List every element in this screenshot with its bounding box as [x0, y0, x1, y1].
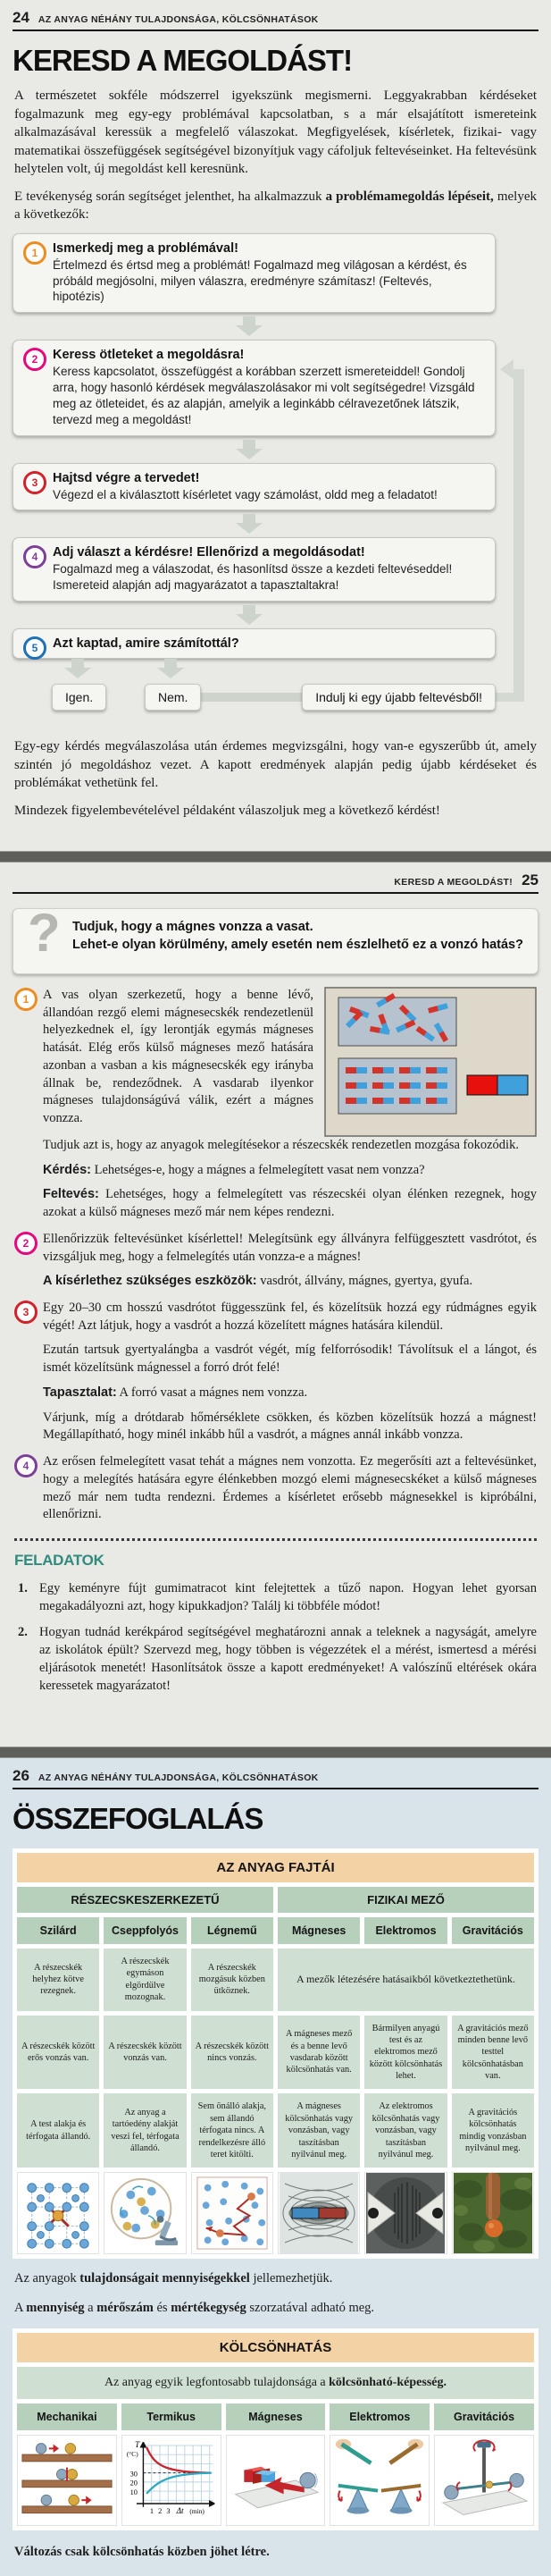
svg-text:(min): (min) [189, 2507, 205, 2516]
step-2-text: Ellenőrizzük feltevésünket kísérlettel! Melegítsünk egy állványra felfüggesztett vasdrótot, és vizsgáljuk meg, hogy a felmelegítés után vonzza-e a mágnes! [43, 1231, 537, 1264]
charged-rods-experiment-illustration [330, 2435, 430, 2526]
table-cell: Az anyag a tartóedény alakját veszi fel, térfogata állandó. [104, 2093, 186, 2168]
step-2-badge: 2 [23, 348, 46, 371]
step-4-body: Fogalmazd meg a válaszodat, és hasonlítsd össze a kezdeti feltevéseddel! Ismereteid alapján adj magyarázatot a tapasztaltakra! [53, 562, 453, 593]
step-3-paragraph-1: Egy 20–30 cm hosszú vasdrótot függesszünk fel, és közelítsük hozzá egy rúdmágnes egyik végét! Azt látjuk, hogy a vasdrót a hozzá közelített mágnes hatására kilendül. [43, 1301, 537, 1333]
col-mechanical: Mechanikai [17, 2403, 117, 2430]
page24-chapter-title: AZ ANYAG NÉHÁNY TULAJDONSÁGA, KÖLCSÖNHATÁSOK [38, 14, 319, 25]
svg-text:10: 10 [129, 2488, 138, 2497]
solution-step-2 [14, 1231, 537, 1291]
flow-step-3 [13, 463, 496, 511]
question-mark-icon: ? [28, 903, 61, 963]
svg-text:T: T [134, 2441, 139, 2451]
page25-running-header [13, 871, 538, 894]
outro-paragraph-2: Mindezek figyelembevételével példaként válaszoljuk meg a következő kérdést! [14, 803, 440, 818]
tapasztalat-line: Tapasztalat: A forró vasat a mágnes nem vonzza. [43, 1385, 308, 1400]
kerdes-line: Kérdés: Lehetséges-e, hogy a mágnes a felmelegített vasat nem vonzza? [43, 1162, 425, 1177]
col-gravitational: Gravitációs [452, 1917, 534, 1944]
problem-solving-flowchart [13, 233, 538, 723]
step-5-title: Azt kaptad, amire számítottál? [53, 636, 239, 651]
magnet-attracting-ball-illustration [226, 2435, 326, 2526]
page26-running-header [13, 1767, 538, 1789]
task-2-text: Hogyan tudnád kerékpárod segítségével meghatározni annak a teleknek a nagyságát, amelyre az iskolátok épült? Szervezd meg, hogy többen is végezzétek el a mérést, ismertesd a mérési eljárásotok menetét! Hasonlítsátok össze a kapott eredményeket! A valószínű eltérések okára keressetek magyarázatot! [39, 1625, 537, 1693]
svg-text:2: 2 [157, 2507, 163, 2516]
table-cell: Az elektromos kölcsönhatás vagy vonzásban, vagy taszításban nyilvánul meg. [364, 2093, 447, 2168]
page26-title: ÖSSZEFOGLALÁS [13, 1802, 263, 1835]
col-solid: Szilárd [17, 1917, 99, 1944]
question-box [13, 903, 538, 974]
gravity-fruit-photo [452, 2172, 534, 2254]
flow-step-5 [13, 628, 496, 659]
step-1-title: Ismerkedj meg a problémával! [53, 240, 238, 256]
page24-running-header [13, 9, 538, 31]
summary-line-1: Az anyagok tulajdonságait mennyiségekkel jellemezhetjük. [14, 2271, 333, 2286]
task-1-text: Egy keményre fújt gumimatracot kint felejtettek a tűző napon. Hogyan lehet gyorsan megakadályozni azt, hogy kipukkadjon? Találj ki többféle módot! [39, 1580, 537, 1613]
feedback-loop-line [513, 369, 524, 695]
svg-text:Δt: Δt [176, 2507, 184, 2517]
page25-header-title: KERESD A MEGOLDÁST! [394, 877, 513, 888]
outro-paragraph-1: Egy-egy kérdés megválaszolása után érdemes megvizsgálni, hogy van-e egyszerűbb út, amely szintén jó megoldáshoz vezet. A kapott eredmények alapján pedig újabb kérdéseket és problémákat vethetünk fel. [14, 738, 537, 791]
step-4-badge: 4 [23, 545, 46, 568]
interaction-subtitle: Az anyag egyik legfontosabb tulajdonsága a kölcsönható-képesség. [17, 2367, 534, 2399]
task-1 [18, 1580, 537, 1615]
flow-answers-row [13, 659, 496, 723]
table-cell: A mezők létezésére hatásaikból következtethetünk. [278, 1949, 534, 2011]
dotted-divider [14, 1538, 537, 1541]
col-gravitational-interaction: Gravitációs [434, 2403, 534, 2430]
feedback-loop-arrowhead-icon [500, 359, 513, 379]
feladatok-heading: FELADATOK [14, 1551, 104, 1569]
crystal-lattice-illustration [17, 2172, 99, 2254]
feltevs-line: Feltevés: Lehetséges, hogy a felmelegített vas részecskéi olyan élénken rezegnek, hogy azokat a külső mágneses mező már nem képes rendezni. [43, 1187, 537, 1220]
page26-chapter-title: AZ ANYAG NÉHÁNY TULAJDONSÁGA, KÖLCSÖNHATÁSOK [38, 1772, 319, 1783]
step-2-badge: 2 [14, 1232, 38, 1255]
eszkozok-line: A kísérlethez szükséges eszközök: vasdrót, állvány, mágnes, gyertya, gyufa. [43, 1274, 473, 1289]
solution-step-4 [14, 1453, 537, 1524]
step-2-title: Keress ötleteket a megoldásra! [53, 348, 245, 363]
solution-step-3 [14, 1300, 537, 1444]
table-cell: A gravitációs mező minden benne levő testtel kölcsönhatásban van. [452, 2016, 534, 2090]
liquid-particles-illustration [104, 2172, 186, 2254]
step-1-badge: 1 [14, 988, 38, 1011]
col-electric: Elektromos [364, 1917, 447, 1944]
step-3-body: Végezd el a kiválasztott kísérletet vagy számolást, oldd meg a feladatot! [53, 487, 438, 501]
down-arrow-icon [236, 605, 263, 625]
table-cell: Bármilyen anyagú test és az elektromos mező között kölcsönhatás lehet. [364, 2016, 447, 2090]
svg-text:(°C): (°C) [126, 2450, 138, 2459]
table-cell: A részecskék helyhez kötve rezegnek. [17, 1949, 99, 2011]
question-line-2: Lehet-e olyan körülmény, amely esetén nem észlelhető ez a vonzó hatás? [72, 938, 523, 953]
table-cell: A részecskék között erős vonzás van. [17, 2016, 99, 2090]
col-liquid: Cseppfolyós [104, 1917, 186, 1944]
gravity-twist-balance-illustration [434, 2435, 534, 2526]
intro-paragraph-1: A természetet sokféle módszerrel igyekszünk megismerni. Leggyakrabban kérdéseket fogalmazunk meg egy-egy problémával kapcsolatban, s a már elsajátított ismereteink alkalmazásával keressük a megfelelő válaszokat. Megfigyelések, kísérletek, fizikai- vagy matematikai összefüggések segítségével bizonyítjuk vagy cáfoljuk feltevéseinket. Ha feltevésünk helytelen volt, új megoldást kell keresnünk. [14, 88, 537, 177]
table-cell: A részecskék mozgásuk közben ütköznek. [191, 1949, 273, 2011]
down-arrow-icon [236, 514, 263, 534]
intro-paragraph-2: E tevékenység során segítséget jelenthet, ha alkalmazzuk a problémamegoldás lépéseit, melyek a következők: [14, 189, 538, 223]
svg-text:3: 3 [166, 2507, 171, 2516]
matter-types-table [13, 1848, 538, 2259]
page26-number: 26 [13, 1767, 29, 1784]
col-gas: Légnemű [191, 1917, 273, 1944]
group-physical-field: FIZIKAI MEZŐ [278, 1887, 534, 1913]
table-cell: Sem önálló alakja, sem állandó térfogata nincs. A rendelkezésre álló teret kitölti. [191, 2093, 273, 2168]
table-cell: A részecskék között vonzás van. [104, 2016, 186, 2090]
svg-text:20: 20 [129, 2479, 138, 2488]
col-thermal: Termikus [121, 2403, 221, 2430]
step-3-badge: 3 [14, 1301, 38, 1324]
page-25 [0, 863, 551, 1747]
table-cell: A gravitációs kölcsönhatás mindig vonzásban nyilvánul meg. [452, 2093, 534, 2168]
task-2 [18, 1624, 537, 1695]
step-3-title: Hajtsd végre a tervedet! [53, 470, 200, 485]
step-3-paragraph-3: Várjunk, míg a drótdarab hőmérséklete csökken, és közben közelítsük hozzá a mágnest! Megállapítható, hogy minél inkább hűl a vasdrót, a mágnes annál inkább vonzza. [43, 1410, 537, 1443]
step-3-badge: 3 [23, 471, 46, 494]
step-1-text-2: Tudjuk azt is, hogy az anyagok melegítésekor a részecskék rendezetlen mozgása fokozódik. [43, 1138, 519, 1152]
flow-step-1 [13, 233, 496, 313]
answer-loop-box: Indulj ki egy újabb feltevésből! [302, 684, 496, 711]
page-separator [0, 851, 551, 863]
question-line-1: Tudjuk, hogy a mágnes vonzza a vasat. [72, 920, 313, 934]
page25-number: 25 [522, 871, 538, 888]
temperature-time-graph [121, 2435, 221, 2526]
gas-particles-illustration [191, 2172, 273, 2254]
page24-title: KERESD A MEGOLDÁST! [13, 44, 353, 77]
table-cell: A mágneses kölcsönhatás vagy vonzásban, vagy taszításban nyilvánul meg. [278, 2093, 360, 2168]
down-arrow-icon [64, 659, 91, 678]
svg-text:30: 30 [129, 2470, 138, 2479]
col-electric-interaction: Elektromos [330, 2403, 430, 2430]
down-arrow-icon [236, 316, 263, 336]
interaction-table [13, 2328, 538, 2530]
closing-statement: Változás csak kölcsönhatás közben jöhet létre. [14, 2545, 270, 2560]
flow-step-4 [13, 537, 496, 602]
down-arrow-icon [157, 659, 184, 678]
step-1-body: Értelmezd és értsd meg a problémát! Fogalmazd meg világosan a kérdést, és próbáld megjósolni, milyen válaszra, eredményre számítasz! (Feltevés, hipotézis) [53, 257, 467, 304]
step-4-text: Az erősen felmelegített vasat tehát a mágnes nem vonzotta. Ez megerősíti azt a feltevésünket, hogy a melegítés hatására egyre élénkebben mozgó elemi mágnesecskéket a külső mágneses mező már nem tudta rendezni. Érdemes a kísérletet erősebb mágnesekkel is kipróbálni, ellenőrizni. [43, 1454, 537, 1522]
matter-table-title: AZ ANYAG FAJTÁI [17, 1853, 534, 1882]
step-1-text: A vas olyan szerkezetű, hogy a benne lévő, állandóan rezgő elemi mágnesecskék rendezetlenül helyezkednek el, így lerontják egymás mágneses hatását. Elég erős külső mágneses mező hatására azonban a vasban a kis mágnesecskék egy irányba állnak be, rendeződnek. A vasdarab ilyenkor mágneses tulajdonságúvá válik, ezért a mágnes vonzza. [43, 988, 313, 1126]
mechanical-interaction-illustration [17, 2435, 117, 2526]
page-24 [0, 0, 551, 851]
group-particle-structure: RÉSZECSKESZERKEZETŰ [17, 1887, 273, 1913]
bar-magnet [467, 1075, 528, 1095]
step-3-paragraph-2: Ezután tartsuk gyertyalángba a vasdrót végét, míg felforrósodik! Távolítsuk el a lángot, és ismét közelítsünk mágnessel a forró drót felé! [43, 1343, 537, 1376]
electric-field-photo [364, 2172, 447, 2254]
svg-text:1: 1 [149, 2507, 154, 2516]
answer-yes-box: Igen. [52, 684, 106, 711]
interaction-table-title: KÖLCSÖNHATÁS [17, 2333, 534, 2362]
step-4-title: Adj választ a kérdésre! Ellenőrizd a megoldásodat! [53, 545, 365, 560]
task-2-number: 2. [18, 1625, 28, 1640]
thermal-chart [125, 2437, 218, 2524]
table-cell: A részecskék egymáson elgördülve mozognak. [104, 1949, 186, 2011]
page24-number: 24 [13, 9, 29, 26]
down-arrow-icon [236, 440, 263, 459]
magnetic-field-photo [278, 2172, 360, 2254]
page-26 [0, 1758, 551, 2576]
solution-step-1 [14, 987, 537, 1222]
step-4-badge: 4 [14, 1454, 38, 1477]
step-1-badge: 1 [23, 241, 46, 265]
task-1-number: 1. [18, 1580, 28, 1595]
flow-step-2 [13, 340, 496, 435]
elementary-magnets-figure [324, 987, 537, 1137]
col-magnetic: Mágneses [278, 1917, 360, 1944]
answer-no-box: Nem. [145, 684, 201, 711]
col-magnetic-interaction: Mágneses [226, 2403, 326, 2430]
step-5-badge: 5 [23, 636, 46, 660]
table-cell: A részecskék között nincs vonzás. [191, 2016, 273, 2090]
summary-line-2: A mennyiség a mérőszám és mértékegység szorzatával adható meg. [14, 2301, 375, 2316]
page-separator [0, 1747, 551, 1758]
table-cell: A test alakja és térfogata állandó. [17, 2093, 99, 2168]
step-2-body: Keress kapcsolatot, összefüggést a korábban szerzett ismereteiddel! Gondolj arra, hogy hasonló kérdések megválaszolásakor mi volt segítségedre! Vizsgáld meg az ötleteidet, és az alapján, amelyik a leginkább célravezetőnek látszik, tervezd meg a megoldást! [53, 365, 475, 426]
table-cell: A mágneses mező és a benne levő vasdarab között kölcsönhatás van. [278, 2016, 360, 2090]
